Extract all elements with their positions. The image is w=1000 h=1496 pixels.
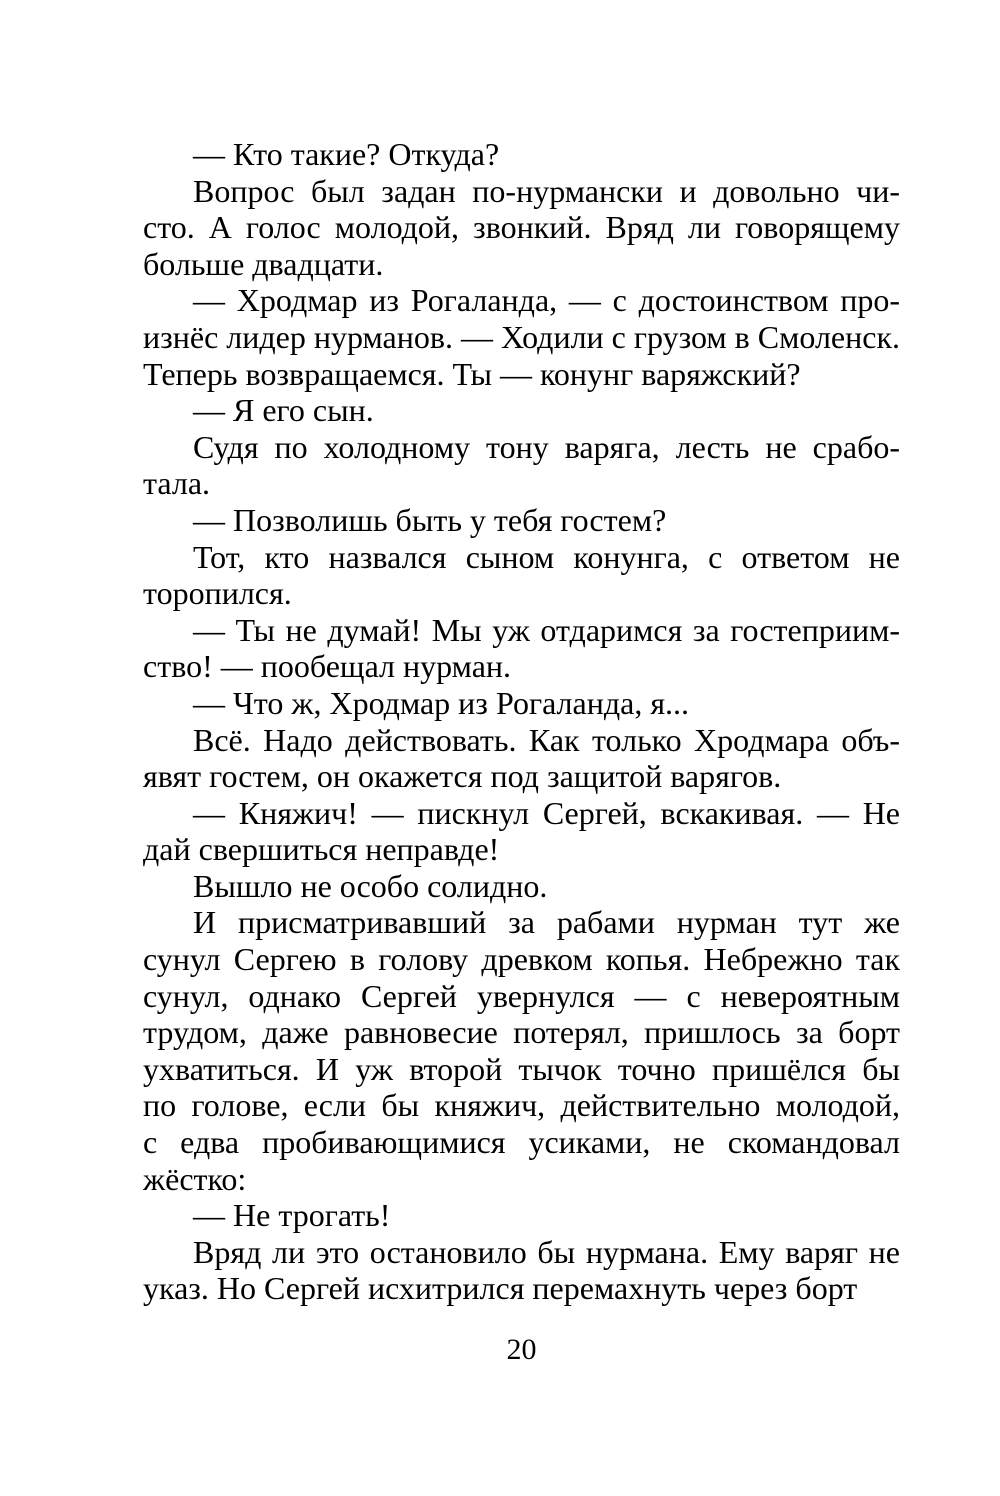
paragraph [143, 1197, 900, 1234]
paragraph [143, 136, 900, 173]
paragraph [143, 1234, 900, 1307]
text-line: Вряд ли это остановило бы нурмана. Ему варяг не [193, 1233, 900, 1270]
paragraph [143, 722, 900, 795]
text-line: — Ты не думай! Мы уж отдаримся за гостеприим- [193, 611, 900, 648]
text-line: явят гостем, он окажется под защитой варягов. [143, 758, 782, 795]
text-line: — Не трогать! [193, 1197, 391, 1234]
paragraph [143, 539, 900, 612]
text-line: Тот, кто назвался сыном конунга, с ответом не [193, 538, 900, 575]
text-line: Вышло не особо солидно. [193, 867, 548, 904]
text-line: сунул, однако Сергей увернулся — с невероятным [143, 977, 900, 1014]
text-line: — Хродмар из Рогаланда, — с достоинством про- [193, 282, 900, 319]
text-line: сто. А голос молодой, звонкий. Вряд ли говорящему [143, 209, 900, 246]
paragraph [143, 282, 900, 392]
text-line: Судя по холодному тону варяга, лесть не срабо- [193, 428, 900, 465]
text-line: с едва пробивающимися усиками, не скомандовал [143, 1124, 900, 1161]
text-line: торопился. [143, 575, 292, 612]
text-line: — Кто такие? Откуда? [193, 136, 500, 172]
text-line: Теперь возвращаемся. Ты — конунг варяжский? [143, 355, 801, 392]
text-line: — Что ж, Хродмар из Рогаланда, я... [193, 684, 690, 721]
text-line: больше двадцати. [143, 245, 384, 282]
text-line: — Я его сын. [193, 392, 374, 429]
text-line: — Княжич! — пискнул Сергей, вскакивая. — Не [193, 794, 900, 831]
paragraph [143, 685, 900, 722]
text-line: ство! — пообещал нурман. [143, 648, 512, 685]
text-line: — Позволишь быть у тебя гостем? [193, 501, 667, 538]
text-line: тала. [143, 465, 211, 502]
text-line: указ. Но Сергей исхитрился перемахнуть через борт [143, 1270, 858, 1307]
text-line: по голове, если бы княжич, действительно молодой, [143, 1087, 900, 1124]
text-line: Вопрос был задан по-нурмански и довольно чи- [193, 172, 900, 209]
text-line: дай свершиться неправде! [143, 831, 500, 868]
text-line: трудом, даже равновесие потерял, пришлось за борт [143, 1014, 900, 1051]
paragraph [143, 392, 900, 429]
text-line: И присматривавший за рабами нурман тут же [193, 904, 900, 941]
text-line: ухватиться. И уж второй тычок точно пришёлся бы [143, 1050, 900, 1087]
text-block [143, 136, 900, 1307]
paragraph [143, 429, 900, 502]
text-line: изнёс лидер нурманов. — Ходили с грузом в Смоленск. [143, 318, 900, 355]
paragraph [143, 502, 900, 539]
text-line: сунул Сергею в голову древком копья. Небрежно так [143, 941, 900, 978]
paragraph [143, 795, 900, 868]
page-number: 20 [506, 1333, 537, 1366]
paragraph [143, 868, 900, 905]
paragraph [143, 173, 900, 283]
paragraph [143, 904, 900, 1197]
text-line: жёстко: [143, 1160, 247, 1197]
text-line: Всё. Надо действовать. Как только Хродмара объ- [193, 721, 900, 758]
paragraph [143, 612, 900, 685]
